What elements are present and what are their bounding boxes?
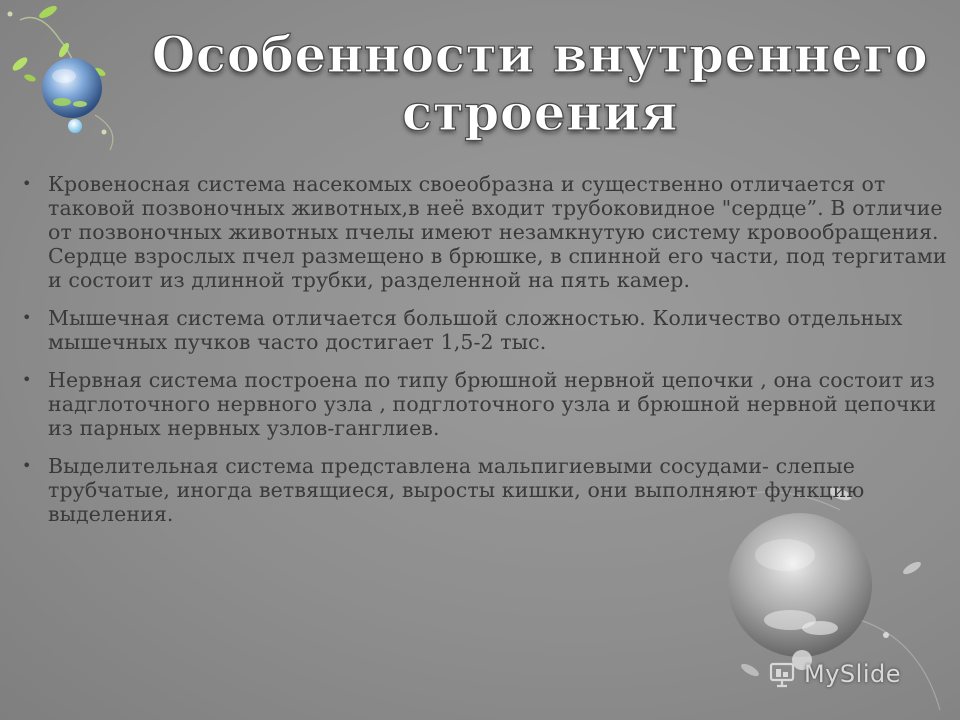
myslide-watermark [768, 656, 901, 692]
bullet-item-nervous [20, 368, 950, 440]
bullet-item-muscular [20, 306, 950, 354]
leaf-orb-decoration [0, 0, 150, 160]
bullet-text: Мышечная система отличается большой сложностью. Количество отдельных мышечных пучков часто достигает 1,5-2 тыс. [48, 306, 903, 354]
bullet-dot: • [22, 370, 32, 389]
slide-title [150, 26, 930, 142]
bullet-text: Нервная система построена по типу брюшной нервной цепочки , она состоит из надглоточного нервного узла , подглоточного узла и брюшной нервной цепочки из парных нервных узлов-ганглиев. [48, 368, 937, 440]
watermark-text: MySlide [804, 660, 901, 688]
title-line-2: строения [401, 83, 679, 142]
bullet-text: Выделительная система представлена мальпигиевыми сосудами- слепые трубчатые, иногда ветвящиеся, выросты кишки, они выполняют функцию выделения. [48, 454, 865, 526]
bullet-list [20, 172, 950, 540]
myslide-logo-icon [768, 659, 798, 689]
title-line-1: Особенности внутреннего [151, 25, 929, 84]
bullet-item-circulatory [20, 172, 950, 292]
bullet-dot: • [22, 174, 32, 193]
bullet-dot: • [22, 456, 32, 475]
bullet-dot: • [22, 308, 32, 327]
bullet-text: Кровеносная система насекомых своеобразна и существенно отличается от таковой позвоночных животных,в неё входит трубоковидное "сердце”. В отличие от позвоночных животных пчелы имеют незамкнутую систему кровообращения. Сердце взрослых пчел размещено в брюшке, в спинной его части, под тергитами и состоит из длинной трубки, разделенной на пять камер. [48, 172, 947, 292]
bullet-item-excretory [20, 454, 950, 526]
